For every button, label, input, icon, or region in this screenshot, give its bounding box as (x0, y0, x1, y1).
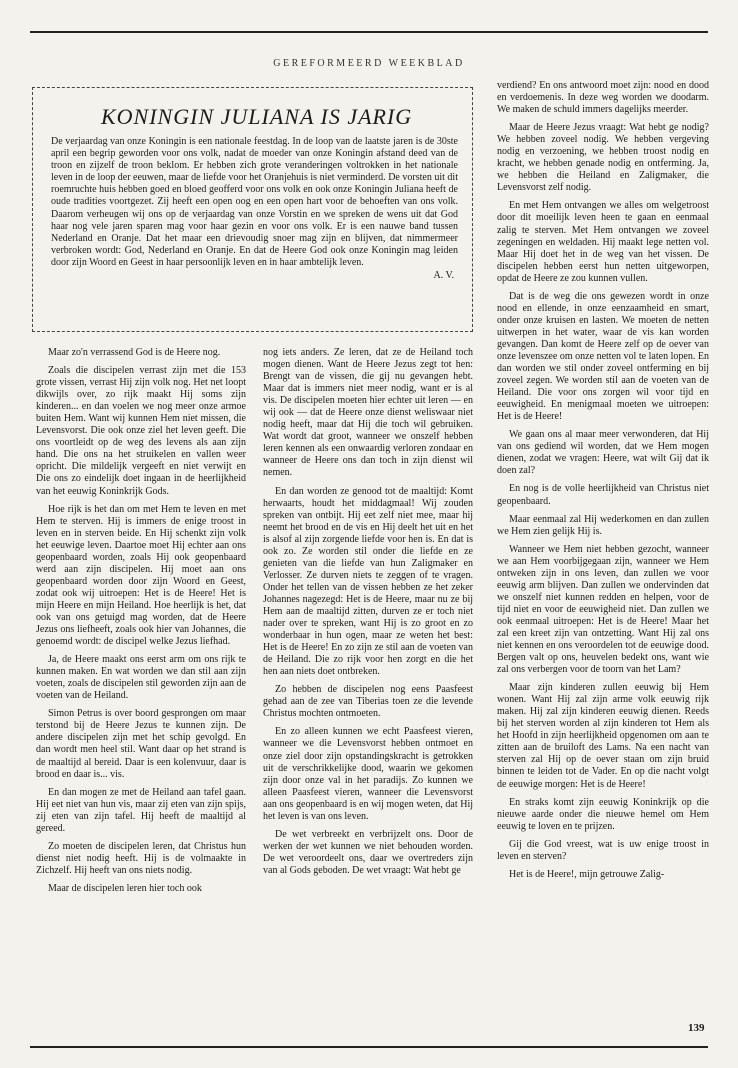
paragraph: En dan mogen ze met de Heiland aan tafel gaan. Hij eet niet van hun vis, maar zij eten van zijn spijs, zij eten van zijn tafel. Hij heeft de maaltijd al gereed. (36, 786, 246, 834)
paragraph: Zoals die discipelen verrast zijn met die 153 grote vissen, verrast Hij zijn volk nog. Het net loopt dikwijls over, zo rijk maakt Hij soms zijn kinderen... en dan voelen we nog meer onze armoe buiten Hem. Want wij kunnen Hem niet missen, die Levensvorst. Die ook onze ziel het leven geeft. Die ons voortleidt op de weg des levens als aan zijn hand. Die ons na het struikelen en vallen weer opricht. Die mildelijk vergeeft en niet verwijt en Die ons zo eindelijk doet ingaan in de heerlijkheid van het eeuwig Koninkrijk Gods. (36, 365, 246, 497)
paragraph: Dat is de weg die ons gewezen wordt in onze nood en ellende, in onze eenzaamheid en smart, onder onze kruisen en lasten. We moeten de netten uitwerpen in het water, waar de vis kan worden gevangen. Dan komt de Heere zelf op de oever van onze levenszee om onze netten vol te laten lopen. En dan worden we stil onder zoveel ontferming en bij zoveel zegen. We worden stil aan de voeten van de Heiland. Die voor ons zorgen wil voor tijd en eeuwigheid. En menigmaal moeten we uitroepen: Het is de Heere! (497, 290, 709, 423)
column-3 (497, 80, 709, 887)
box-title: KONINGIN JULIANA IS JARIG (101, 104, 413, 129)
paragraph: verdiend? En ons antwoord moet zijn: nood en dood en verdoemenis. In deze weg worden we doodarm. We maken de schuld immers dagelijks meerder. (497, 80, 709, 116)
paragraph: Maar zo'n verrassend God is de Heere nog. (48, 347, 221, 358)
paragraph: Zo hebben de discipelen nog eens Paasfeest gehad aan de zee van Tiberias toen ze die levende Christus mochten ontmoeten. (263, 684, 473, 720)
announcement-box (32, 87, 473, 332)
running-head: GEREFORMEERD WEEKBLAD (273, 58, 465, 69)
paragraph: Zo moeten de discipelen leren, dat Christus hun dienst niet nodig heeft. Hij is de volmaakte in Zichzelf. Hij heeft van ons niets nodig. (36, 840, 246, 876)
paragraph: Het is de Heere!, mijn getrouwe Zalig- (509, 868, 665, 880)
paragraph: En nog is de volle heerlijkheid van Christus niet geopenbaard. (497, 483, 709, 507)
paragraph: Maar de discipelen leren hier toch ook (48, 882, 202, 894)
paragraph: Maar de Heere Jezus vraagt: Wat hebt ge nodig? We hebben zoveel nodig. We hebben vergeving nodig en verzoening, we hebben troost nodig en kracht, we hebben genade nodig en ontferming. Ja, we hebben die Heiland en Zaligmaker, die Levensvorst zelf nodig. (497, 122, 709, 194)
paragraph: Hoe rijk is het dan om met Hem te leven en met Hem te sterven. Hij is immers de enige troost in leven en in sterven beide. En Hij schenkt zijn volk het eeuwige leven. Daartoe moet Hij echter aan ons geopenbaard worden, zoals Hij ook geopenbaard werd aan zijn discipelen. Hij moet aan ons geopenbaard worden door zijn Woord en Geest, zodat ook wij uitroepen: Het is de Heere! Het is mijn Heere en mijn Heiland. Hoe heerlijk is het, dat ook van ons getuigd mag worden, dat de Heere Jezus ons liefheeft, zoals ook hier van Johannes, die genoemd wordt: de discipel welke Jezus liefhad. (36, 503, 246, 648)
column-2 (263, 347, 473, 883)
paragraph: De wet verbreekt en verbrijzelt ons. Door de werken der wet kunnen we niet behouden worden. De wet veroordeelt ons, daar we overtreders zijn van al Gods geboden. De wet vraagt: Wat hebt ge (263, 828, 473, 876)
bottom-rule (30, 1046, 708, 1048)
box-text: De verjaardag van onze Koningin is een nationale feestdag. In de loop van de laatste jaren is de 30ste april een begrip geworden voor ons volk, nadat de moeder van onze Koningin afstand deed van de troon en zijzelf de troon beklom. Er hebben zich grote veranderingen voltrokken in het nationale leven in de loop der eeuwen, maar de liefde voor het Oranjehuis is niet verminderd. De vorsten uit dit roemruchte huis hebben goed en bloed geofferd voor ons volk en ook onze Koningin Juliana heeft de oude tradities voortgezet. Zij heeft een open oog en een open hart voor de behoeften van ons volk. Daarom verheugen wij ons op de verjaardag van onze Vorstin en we spreken de wens uit dat God haar nog vele jaren sparen mag voor haar gezin en voor ons volk. Er is een nauwe band tussen Nederland en Oranje. Dat het maar een drievoudig snoer mag zijn en blijven, dat nimmermeer verbroken wordt: God, Nederland en Oranje. En dat de Heere God ook onze Koningin mag leiden door zijn Woord en Geest in haar persoonlijk leven en in haar ambtelijk leven. (51, 136, 458, 268)
paragraph: En dan worden ze genood tot de maaltijd: Komt herwaarts, houdt het middagmaal! Wij zouden spreken van ontbijt. Hij eet zelf niet mee, maar hij neemt het brood en de vis en Hij deelt het uit en het is alsof al zijn zorgende liefde voor hen is. En dat is ook zo. Ze worden stil onder die liefde en ze genieten van die liefde van hun Zaligmaker en Verlosser. Ze durven niets te zeggen of te vragen. Onder het tellen van de vissen hebben ze het zeker Johannes nagezegd: Het is de Heere, maar nu ze bij Hem aan de maaltijd zitten, durven ze er toch niet nader over te spreken, want Hij is zo groot en zo wonderbaar in hun ogen, maar ze weten het best: Het is de Heere! En zo zijn ze stil aan de voeten van de Heiland. Die zo rijk voor hen zorgt en die het hen aan niets doet ontbreken. (263, 485, 473, 678)
paragraph: En zo alleen kunnen we echt Paasfeest vieren, wanneer we die Levensvorst hebben ontmoet en onze ziel door zijn opstandingskracht is getrokken uit de verschrikkelijke dood, waarin we gekomen zijn door onze val in het paradijs. Zo kunnen we alleen Paasfeest vieren, wanneer die Levensvorst aan ons geopenbaard is en wij mogen weten, dat Hij het leven is van ons leven. (263, 726, 473, 822)
paragraph: Ja, de Heere maakt ons eerst arm om ons rijk te kunnen maken. En wat worden we dan stil aan zijn voeten, zoals de discipelen stil geworden zijn aan de voeten van de Heiland. (36, 654, 246, 702)
paragraph: Wanneer we Hem niet hebben gezocht, wanneer we aan Hem voorbijgegaan zijn, wanneer we Hem ontweken zijn in ons leven, dan zullen we voor eeuwig arm blijven. Dan zullen we ondervinden dat we onszelf niet kunnen redden en helpen, voor de tijd niet en voor de eeuwigheid niet. Dan zullen we ook eenmaal uitroepen: Het is de Heere! Maar het zal een kreet zijn van ontzetting. Want Hij zal ons niet kennen en ons veroordelen tot de eeuwige dood. Bergen valt op ons, heuvelen bedekt ons, want wie zal ons verbergen voor de toorn van het Lam? (497, 543, 709, 676)
paragraph: We gaan ons al maar meer verwonderen, dat Hij van ons gediend wil worden, dat we Hem mogen dienen, zodat we vragen: Heere, wat wilt Gij dat ik doen zal? (497, 429, 709, 477)
paragraph: Simon Petrus is over boord gesprongen om maar terstond bij de Heere Jezus te kunnen zijn. De andere discipelen zijn met het schip gevolgd. En dan wordt men heel stil. Want daar op het strand is de maaltijd al bereid. Daar is een kolenvuur, daar is brood en daar is... vis. (36, 708, 246, 780)
paragraph: Maar zijn kinderen zullen eeuwig bij Hem wonen. Want Hij zal zijn arme volk eeuwig rijk maken. Hij zal zijn kinderen eeuwig dienen. Reeds bij het sterven worden al zijn kinderen tot Hem als het Hoofd in zijn heerlijkheid opgenomen om aan te zitten aan de bruiloft des Lams. Na een nacht van sterven zal Hij op de oever staan om zijn bruid binnen te leiden tot de Vader. En op die nacht volgt de eeuwige morgen: Het is de Heere! (497, 682, 709, 790)
paragraph: En straks komt zijn eeuwig Koninkrijk op die nieuwe aarde onder die nieuwe hemel om Hem eeuwig te loven en te prijzen. (497, 796, 709, 832)
paragraph: En met Hem ontvangen we alles om welgetroost door dit moeilijk leven heen te gaan en eenmaal zalig te sterven. Met Hem ontvangen we zoveel zegeningen en weldaden. Hij maakt lege netten vol. Maar Hij doet het in de weg van het vissen. De discipelen hebben eerst hun netten uitgeworpen, opdat de Heere ze zou kunnen vullen. (497, 200, 709, 284)
box-signature: A. V. (433, 270, 454, 282)
paragraph: Maar eenmaal zal Hij wederkomen en dan zullen we Hem zien gelijk Hij is. (497, 513, 709, 537)
top-rule (30, 31, 708, 33)
page-number: 139 (688, 1022, 705, 1034)
paragraph: nog iets anders. Ze leren, dat ze de Heiland toch mogen dienen. Want de Heere Jezus zegt tot hen: Brengt van de vissen, die gij nu gevangen hebt. Maar dat is immers niet meer nodig, want er is al vis. De discipelen moeten hier echter uit leren — en wij ook — dat de Heere onze dienst weliswaar niet nodig heeft, maar dat Hij die toch wil gebruiken. Wat wordt dat groot, wanneer we onszelf hebben leren kennen als een onwaardig verloren zondaar en wanneer de Heere ons dan toch in zijn dienst wil nemen. (263, 347, 473, 479)
paragraph: Gij die God vreest, wat is uw enige troost in leven en sterven? (497, 838, 709, 862)
column-1 (36, 347, 246, 901)
